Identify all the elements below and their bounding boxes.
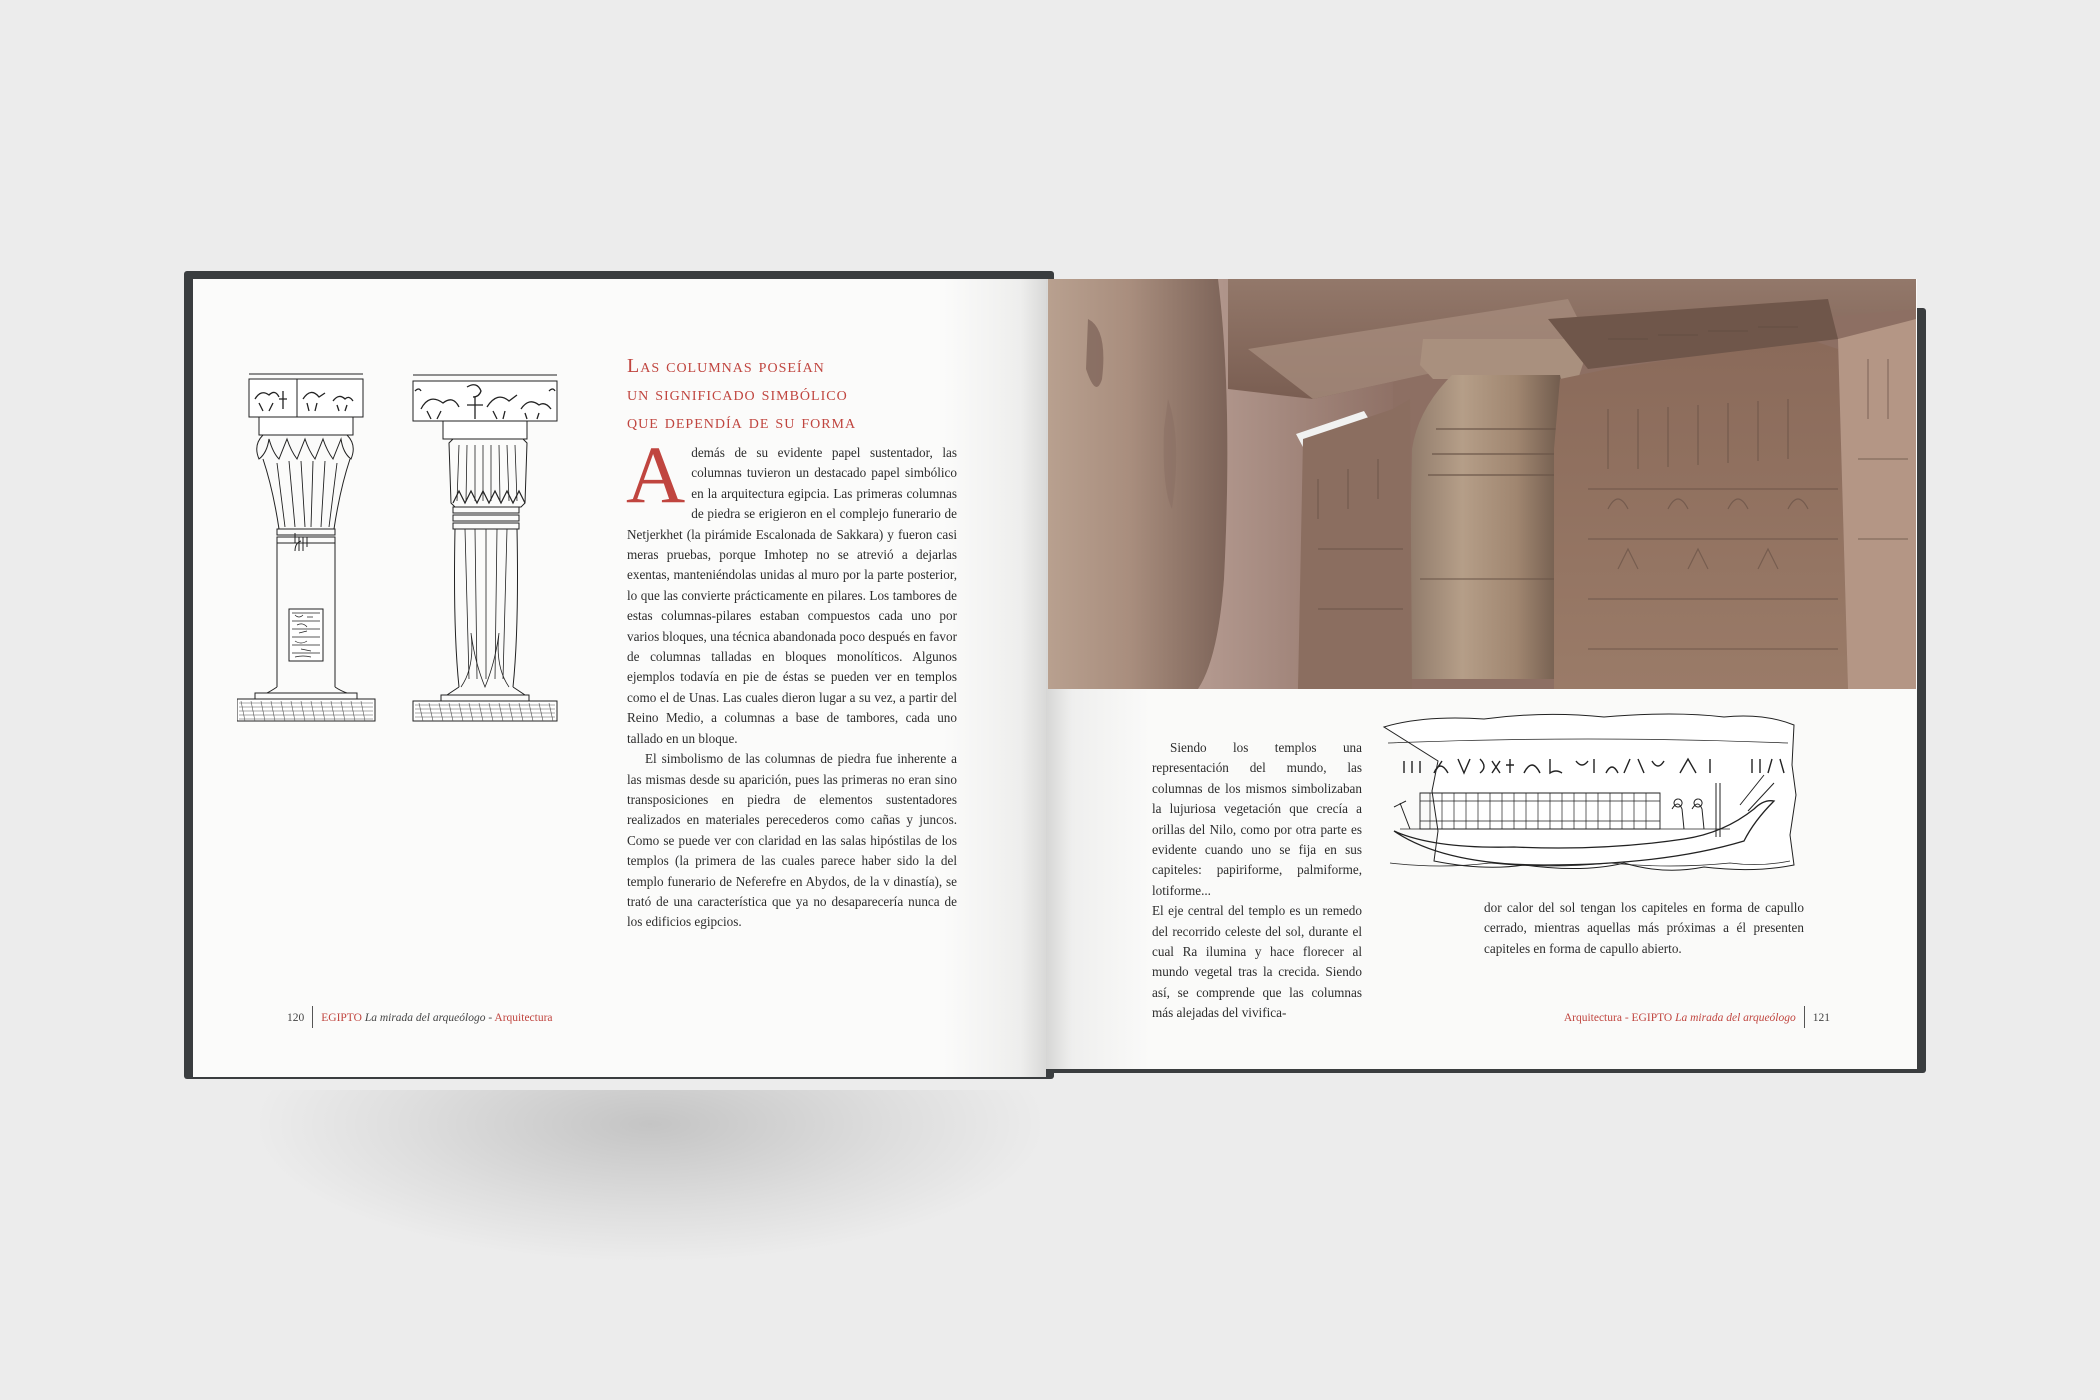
right-paragraph-2: El eje central del templo es un remedo del recorrido celeste del sol, durante el cual Ra ilumina y hace florecer al mundo vegetal tras la crecida. Siendo así, se comprende que las columnas más alejadas del vivifica- <box>1152 903 1362 1021</box>
footer-divider <box>1804 1006 1805 1028</box>
body-text-right-col2 <box>1484 898 1804 959</box>
temple-column-photo <box>1048 279 1916 689</box>
right-paragraph-3: dor calor del sol tengan los capiteles en forma de capullo cerrado, mientras aquellas más próximas a él presenten capiteles en forma de capullo abierto. <box>1484 900 1804 956</box>
footer-divider <box>312 1006 313 1028</box>
left-page <box>193 279 1046 1077</box>
drop-cap: A <box>626 429 686 520</box>
footer-separator: - <box>485 1012 495 1024</box>
column-drawing-closed-capital <box>413 375 557 721</box>
paragraph-1-text: demás de su evidente papel sustentador, las columnas tuvieron un destacado papel simbólico en la arquitectura egipcia. Las primeras columnas de piedra se erigieron en el complejo funerario de Netjerkhet (la pirámide Escalonada de Sakkara) y fueron casi meras pruebas, porque Imhotep no se atrevió a dejarlas exentas, manteniéndolas unidas al muro por la parte posterior, lo que las convierte prácticamente en pilares. Los tambores de estas columnas-pilares estaban compuestos cada uno por varios bloques, una técnica abandonada poco después en favor de columnas talladas en bloques monolíticos. Algunos ejemplos todavía en pie de éstas se pueden ver en templos como el de Unas. Las cuales dieron lugar a su vez, a partir del Reino Medio, a columnas a base de tambores, cada uno tallado en un bloque. <box>627 445 957 746</box>
boat-relief-drawing <box>1380 713 1798 891</box>
right-paragraph-1: Siendo los templos una representación del mundo, las columnas de los mismos simbolizaban la lujuriosa vegetación que crecía a orillas del Nilo, como por otra parte es evidente cuando uno se fija en sus capiteles: papiriforme, palmiforme, lotiforme... <box>1152 740 1362 898</box>
footer-right <box>1564 1006 1830 1028</box>
footer-subtitle: La mirada del arqueólogo <box>364 1012 486 1024</box>
right-page <box>1046 279 1917 1069</box>
body-text-right-col1 <box>1152 738 1362 1024</box>
column-drawings <box>237 369 577 729</box>
footer-left <box>287 1006 553 1028</box>
paragraph-1 <box>626 429 957 749</box>
body-text-left <box>626 429 957 933</box>
page-number-left: 120 <box>287 1012 305 1024</box>
paragraph-2: El simbolismo de las columnas de piedra fue inherente a las mismas desde su aparición, pues las primeras no eran sino transposiciones en piedra de elementos sustentadores realizados en materiales perecederos como cañas y juncos. Como se puede ver con claridad en las salas hipóstilas de los templos (la primera de las cuales parece haber sido la del templo funerario de Neferefre en Abydos, de la v dinastía), se trató de una característica que ya no desaparecería nunca de los edificios egipcios. <box>627 751 957 930</box>
footer-title: EGIPTO <box>1631 1012 1673 1024</box>
column-drawing-open-capital <box>237 374 375 721</box>
footer-section: Arquitectura <box>1563 1012 1622 1024</box>
footer-separator: - <box>1621 1012 1632 1024</box>
section-heading: Las columnas poseían un significado simbólico que dependía de su forma <box>627 355 857 433</box>
page-number-right: 121 <box>1812 1012 1830 1024</box>
book-shadow <box>260 1090 1040 1260</box>
footer-section: Arquitectura <box>494 1012 553 1024</box>
footer-subtitle: La mirada del arqueólogo <box>1675 1012 1796 1024</box>
footer-title: EGIPTO <box>321 1012 362 1024</box>
